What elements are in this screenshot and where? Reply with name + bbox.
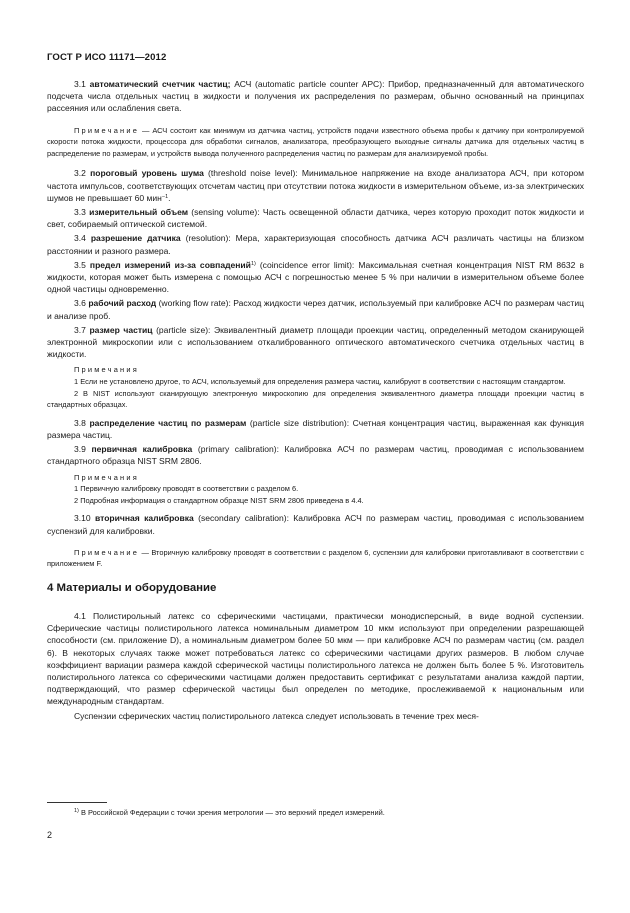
definition-3-6: 3.6 рабочий расход (working flow rate): Расход жидкости через датчик, используемый при калибровке АСЧ по размерам частиц и анализе проб. bbox=[47, 298, 585, 321]
definition-3-1: 3.1 автоматический счетчик частиц; АСЧ (automatic particle counter APC): Прибор, предназначенный для автоматического подсчета числа отдельных частиц в жидкости и получения их распределения по размерам, обычно основанный на принципах рассеяния или ослабления света. bbox=[47, 79, 584, 114]
term: размер частиц bbox=[89, 324, 153, 335]
note-3-1: Примечание — АСЧ состоит как минимум из датчика частиц, устройств подачи известного объема пробы к датчику при контролируемой скорости потока жидкости, процессора для обработки сигналов, анализатора, преобразующего выходные сигналы датчика для отдельных частиц в распределение по размерам, и устройств вывода полученного распределения частиц по размерам для анализируемой пробы. bbox=[47, 125, 584, 158]
term: измерительный объем bbox=[89, 207, 189, 217]
note-3-9-1: 1 Первичную калибровку проводят в соответствии с разделом 6. bbox=[74, 484, 299, 494]
definition-3-4: 3.4 разрешение датчика (resolution): Мера, характеризующая способность датчика АСЧ различать частицы на близком расстоянии и разного размера. bbox=[47, 233, 585, 256]
document-body bbox=[47, 78, 584, 724]
term: разрешение датчика bbox=[90, 233, 181, 244]
definition-3-10: 3.10 вторичная калибровка (secondary calibration): Калибровка АСЧ по размерам частиц, проводимая с использованием суспензий для калибровки. bbox=[47, 513, 585, 536]
note-3-9-2: 2 Подробная информация о стандартном образце NIST SRM 2806 приведена в 4.4. bbox=[74, 495, 364, 505]
term: пороговый уровень шума bbox=[90, 168, 204, 179]
definition-3-2: 3.2 пороговый уровень шума (threshold noise level): Минимальное напряжение на входе анализатора АСЧ, при котором частота импульсов, соответствующих отсчетам частиц при отсутствии потока жидкости в измерительном объеме, из-за электрических шумов не превышает 60 мин$^{-1}$. bbox=[47, 168, 584, 203]
note-3-10: Примечание — Вторичную калибровку проводят в соответствии с разделом 6, суспензии для калибровки приготавливают в соответствии с приложением F. bbox=[47, 547, 584, 569]
definition-3-9: 3.9 первичная калибровка (primary calibration): Калибровка АСЧ по размерам частиц, проводимая с использованием стандартного образца NIST SRM 2806. bbox=[47, 444, 585, 467]
term: вторичная калибровка bbox=[94, 513, 194, 524]
paragraph-4-1-continued: Суспензии сферических частиц полистирольного латекса следует использовать в течение трех меся- bbox=[74, 710, 479, 721]
definition-3-5: 3.5 предел измерений из-за совпадений$^{1)}$ (coincidence error limit): Максимальная счетная концентрация NIST RM 8632 в жидкости, которая может быть измерена с помощью АСЧ с погрешностью менее 5 % при наличии в измерительном объеме более одной частицы одновременно. bbox=[47, 259, 584, 295]
notes-label-3-9: Примечания bbox=[74, 472, 139, 482]
definition-3-3: 3.3 измерительный объем (sensing volume): Часть освещенной области датчика, через которую проходит поток жидкости и свет, собираемый оптической системой. bbox=[47, 207, 584, 230]
term: первичная калибровка bbox=[91, 444, 193, 455]
term: распределение частиц по размерам bbox=[89, 417, 247, 428]
paragraph-4-1: 4.1 Полистирольный латекс со сферическими частицами, практически монодисперсный, в виде водной суспензии. Сферические частицы полистирольного латекса номинальным диаметром 10 мкм используют при определении разрешающей способности (см. приложение D), а номинальным диаметром более 50 мкм — при калибровке АСЧ по размерам частиц (см. раздел 6). В некоторых случаях также может потребоваться латекс со сферическими частицами других размеров. В любом случае коэффициент вариации размера каждой сферической частицы полистирольного латекса не должен быть более 5 %. Изготовитель полистирольного латекса со сферическими частицами должен предоставить сертификат с результатами анализа каждой партии, подтверждающий, что размер сферической частицы был определен по методике, прослеживаемой к национальным или международным стандартам. bbox=[47, 611, 584, 707]
footnote-ref[interactable]: 1) bbox=[250, 260, 256, 267]
term: предел измерений из-за совпадений bbox=[89, 259, 251, 270]
document-header: ГОСТ Р ИСО 11171—2012 bbox=[47, 52, 167, 63]
section-heading-4: 4 Материалы и оборудование bbox=[47, 582, 217, 594]
note-3-7-1: 1 Если не установлено другое, то АСЧ, используемый для определения размера частиц, калибруют в соответствии с настоящим стандартом. bbox=[74, 377, 566, 387]
footnote: $^{1)}$ В Российской Федерации с точки зрения метрологии — это верхний предел измерений. bbox=[74, 808, 385, 817]
definition-3-7: 3.7 размер частиц (particle size): Эквивалентный диаметр площади проекции частиц, определенный методом сканирующей электронной микроскопии или с использованием откалиброванного оптического автоматического счетчика отдельных частиц в жидкости. bbox=[47, 324, 585, 360]
term: рабочий расход bbox=[88, 298, 157, 309]
notes-label-3-7: Примечания bbox=[74, 365, 139, 375]
term: автоматический счетчик частиц; bbox=[89, 79, 231, 89]
definition-3-8: 3.8 распределение частиц по размерам (particle size distribution): Счетная концентрация частиц, выраженная как функция размера частиц. bbox=[47, 417, 584, 441]
page-number: 2 bbox=[47, 830, 53, 840]
footnote-divider bbox=[47, 802, 107, 803]
note-3-7-2: 2 В NIST используют сканирующую электронную микроскопию для определения эквивалентного диаметра площади проекции частиц в стандартных образцах. bbox=[47, 388, 584, 410]
